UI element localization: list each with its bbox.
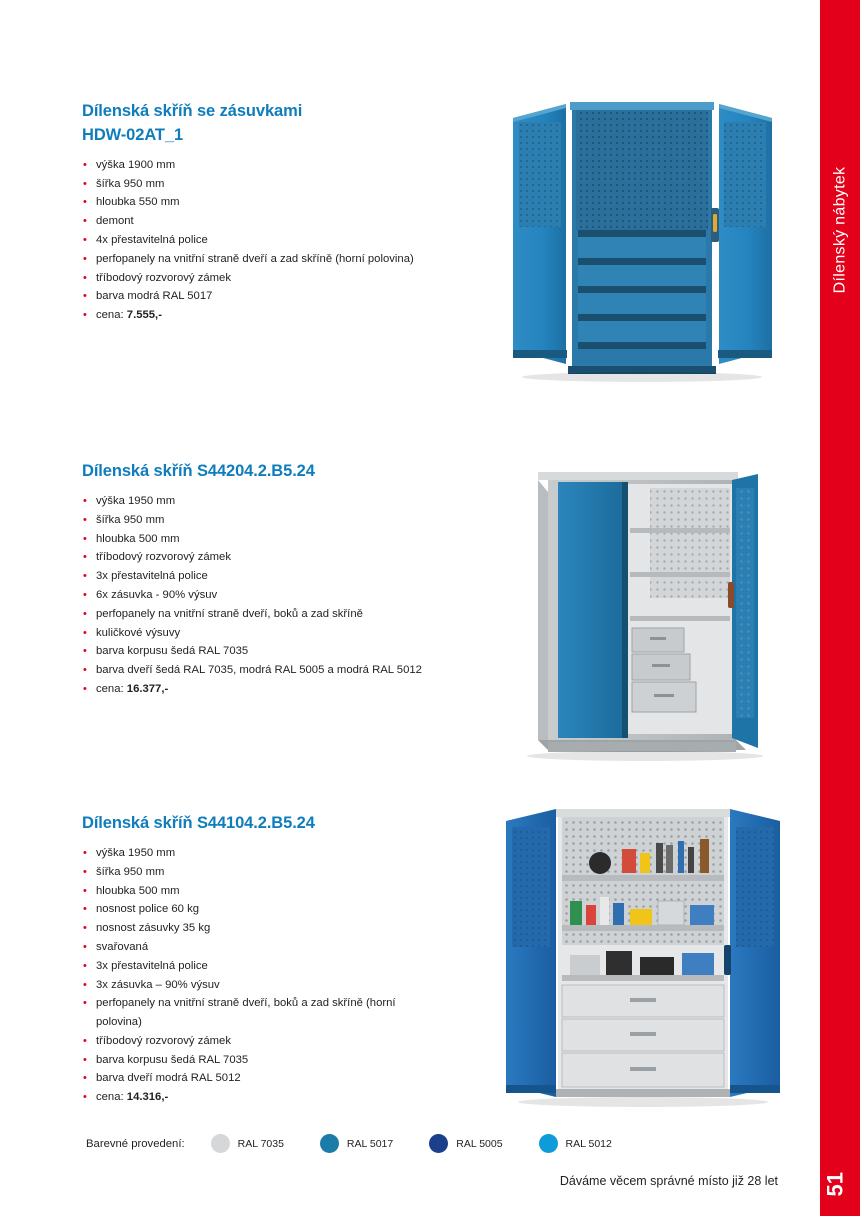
product-2-title-line1: Dílenská skříň S44204.2.B5.24	[82, 462, 315, 480]
legend-item-ral-5017	[320, 1134, 393, 1153]
color-swatch-ral-7035	[211, 1134, 230, 1153]
list-item: • hloubka 500 mm	[82, 530, 502, 549]
product-3-text	[82, 812, 482, 1107]
legend-label-ral-5005: RAL 5005	[456, 1137, 503, 1150]
list-item-price	[82, 680, 502, 699]
footer-slogan: Dáváme věcem správné místo již 28 let	[559, 1174, 778, 1188]
list-item: • tříbodový rozvorový zámek	[82, 1032, 482, 1051]
list-item: • šířka 950 mm	[82, 863, 482, 882]
product-2-image	[500, 432, 785, 762]
list-item: • barva modrá RAL 5017	[82, 287, 482, 306]
product-1-price-label: cena:	[96, 309, 127, 322]
product-3-title	[82, 812, 482, 836]
list-item: • tříbodový rozvorový zámek	[82, 269, 482, 288]
list-item: • nosnost zásuvky 35 kg	[82, 919, 482, 938]
legend-label-ral-7035: RAL 7035	[237, 1137, 284, 1150]
product-2-title	[82, 460, 502, 484]
product-3-image	[500, 805, 785, 1115]
section-tab	[820, 0, 860, 1216]
product-1-title-line1: Dílenská skříň se zásuvkami	[82, 102, 303, 120]
list-item: • 3x přestavitelná police	[82, 567, 502, 586]
color-legend-title: Barevné provedení:	[86, 1137, 185, 1150]
list-item: • barva korpusu šedá RAL 7035	[82, 1051, 482, 1070]
legend-label-ral-5017: RAL 5017	[346, 1137, 394, 1150]
product-3-spec-list	[82, 844, 482, 1107]
list-item: • 6x zásuvka - 90% výsuv	[82, 586, 502, 605]
legend-item-ral-5012	[539, 1134, 612, 1153]
product-2-spec-list	[82, 492, 502, 699]
list-item: • výška 1950 mm	[82, 844, 482, 863]
color-swatch-ral-5017	[320, 1134, 339, 1153]
product-1-price: 7.555,-	[126, 309, 162, 322]
product-3-price: 14.316,-	[126, 1091, 169, 1104]
list-item: • hloubka 550 mm	[82, 193, 482, 212]
product-2-text	[82, 460, 502, 699]
list-item: • tříbodový rozvorový zámek	[82, 548, 502, 567]
product-1-title-line2: HDW-02AT_1	[82, 125, 184, 144]
list-item: • 3x zásuvka – 90% výsuv	[82, 976, 482, 995]
section-tab-label: Dílenský nábytek	[831, 166, 849, 294]
list-item-price	[82, 306, 482, 325]
list-item: • výška 1900 mm	[82, 156, 482, 175]
list-item: • perfopanely na vnitřní straně dveří a zad skříně (horní polovina)	[82, 250, 426, 269]
list-item: • 4x přestavitelná police	[82, 231, 482, 250]
list-item: • barva korpusu šedá RAL 7035	[82, 642, 502, 661]
workshop-cabinet-stocked-illustration	[500, 805, 785, 1115]
legend-label-ral-5012: RAL 5012	[565, 1137, 612, 1150]
list-item: • 3x přestavitelná police	[82, 957, 482, 976]
list-item-price	[82, 1088, 482, 1107]
workshop-cabinet-blue-open-illustration	[500, 98, 785, 383]
product-1-spec-list	[82, 156, 482, 325]
color-legend	[86, 1134, 648, 1153]
list-item: • hloubka 500 mm	[82, 882, 482, 901]
product-1-image	[500, 98, 785, 383]
color-swatch-ral-5005	[429, 1134, 448, 1153]
workshop-cabinet-grey-blue-illustration	[500, 432, 785, 762]
list-item: • výška 1950 mm	[82, 492, 502, 511]
product-2-price: 16.377,-	[126, 682, 169, 695]
list-item: • barva dveří modrá RAL 5012	[82, 1069, 482, 1088]
list-item: • demont	[82, 212, 482, 231]
product-3-title-line1: Dílenská skříň S44104.2.B5.24	[82, 814, 315, 832]
page-number: 51	[822, 1172, 847, 1197]
list-item: • perfopanely na vnitřní straně dveří, boků a zad skříně (horní polovina)	[82, 994, 396, 1032]
list-item: • šířka 950 mm	[82, 511, 502, 530]
list-item: • barva dveří šedá RAL 7035, modrá RAL 5005 a modrá RAL 5012	[82, 661, 502, 680]
product-3-price-label: cena:	[96, 1091, 127, 1104]
legend-item-ral-5005	[429, 1134, 502, 1153]
legend-item-ral-7035	[211, 1134, 284, 1153]
list-item: • nosnost police 60 kg	[82, 900, 482, 919]
list-item: • perfopanely na vnitřní straně dveří, boků a zad skříně	[82, 605, 502, 624]
product-1-text	[82, 100, 482, 325]
list-item: • svařovaná	[82, 938, 482, 957]
color-swatch-ral-5012	[539, 1134, 558, 1153]
product-2-price-label: cena:	[96, 682, 127, 695]
section-tab-label-wrap	[820, 0, 860, 460]
product-1-title	[82, 100, 482, 148]
list-item: • šířka 950 mm	[82, 175, 482, 194]
list-item: • kuličkové výsuvy	[82, 624, 502, 643]
